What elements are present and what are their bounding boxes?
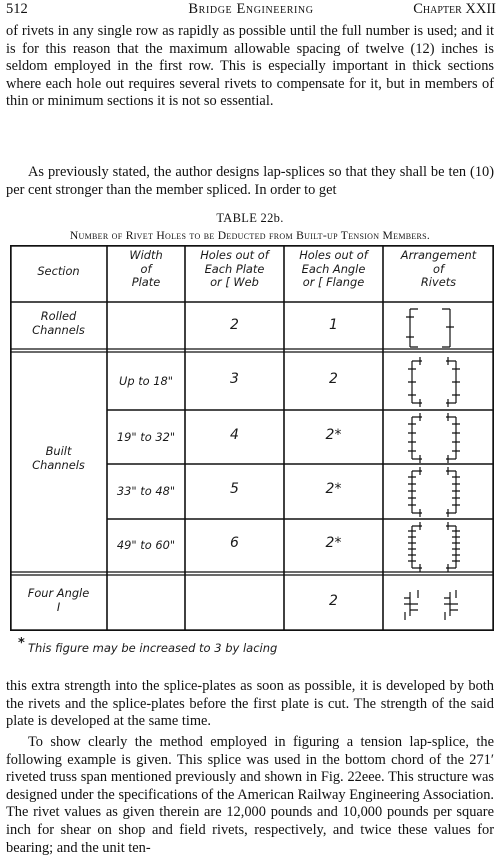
running-head-title: Bridge Engineering (188, 1, 314, 17)
rivet-diagram-rolled-channel (406, 309, 454, 347)
plate-holes-19-to-32: 4 (230, 427, 239, 443)
header-arrangement: Arrangement of Rivets (400, 248, 477, 289)
section-four-angle: Four Angle I (27, 586, 90, 614)
plate-holes-up-to-18: 3 (230, 371, 239, 387)
width-33-to-48: 33" to 48" (116, 484, 176, 498)
four-angle-angle-holes: 2 (329, 593, 338, 609)
width-49-to-60: 49" to 60" (116, 538, 176, 552)
angle-holes-33-to-48: 2* (325, 481, 342, 497)
chapter-label: Chapter XXII (413, 1, 496, 17)
width-up-to-18: Up to 18" (119, 374, 173, 388)
plate-holes-49-to-60: 6 (230, 535, 239, 551)
paragraph-extra-strength: this extra strength into the splice-plates as soon as possible, it is developed by both the rivets and the splice-plates before the first plate is cut. The strength of the said plate is developed at the same time. (6, 678, 494, 730)
header-angle-holes: Holes out of Each Angle or [ Flange (299, 248, 368, 289)
paragraph-lap-splices: As previously stated, the author designs lap-splices so that they shall be ten (10) per cent stronger than the member spliced. In order to get (6, 164, 494, 198)
footnote-star: * (18, 636, 25, 651)
rivet-diagram-up-to-18 (408, 357, 460, 407)
plate-holes-33-to-48: 5 (230, 481, 239, 497)
section-rolled-channels: Rolled Channels (32, 309, 85, 337)
table-title: TABLE 22b. (216, 211, 284, 225)
table-caption: Number of Rivet Holes to be Deducted from Built-up Tension Members. (69, 229, 431, 242)
width-19-to-32: 19" to 32" (116, 430, 176, 444)
rolled-plate-holes: 2 (230, 317, 239, 333)
header-plate-holes: Holes out of Each Plate or [ Web (200, 248, 269, 289)
angle-holes-49-to-60: 2* (325, 535, 342, 551)
rolled-angle-holes: 1 (329, 317, 338, 333)
rivet-diagram-33-to-48 (408, 467, 460, 517)
table-footnote (18, 636, 278, 655)
section-built-channels: Built Channels (32, 444, 85, 472)
header-section: Section (37, 264, 80, 278)
header-width: Width of Plate (129, 248, 163, 289)
rivet-diagram-four-angle (404, 590, 458, 620)
rivet-diagram-19-to-32 (408, 413, 460, 463)
paragraph-example: To show clearly the method employed in figuring a tension lap-splice, the following example is given. This splice was used in the bottom chord of the 271′ riveted truss span mentioned previously and shown in Fig. 22eee. This structure was designed under the specifications of the American Railway Engineering Association. The rivet values as given therein are 12,000 pounds and 10,000 pounds per square inch for shear on shop and field rivets, respectively, and twice these values for bearing; and the unit ten- (6, 734, 494, 856)
angle-holes-up-to-18: 2 (329, 371, 338, 387)
running-header (6, 0, 496, 18)
rivet-hole-table (10, 245, 494, 631)
footnote-text: This figure may be increased to 3 by lacing (28, 641, 278, 655)
page-number: 512 (6, 1, 28, 17)
paragraph-rivet-spacing: of rivets in any single row as rapidly as possible until the full number is used; and it is for this reason that the maximum allowable spacing of twelve (12) inches is seldom employed in the first row. This is especially important in thick sections where each hole out requires several rivets to compensate for it, but in members of thin or minimum sections it is not so essential. (6, 23, 494, 110)
angle-holes-19-to-32: 2* (325, 427, 342, 443)
rivet-diagram-49-to-60 (408, 522, 460, 572)
